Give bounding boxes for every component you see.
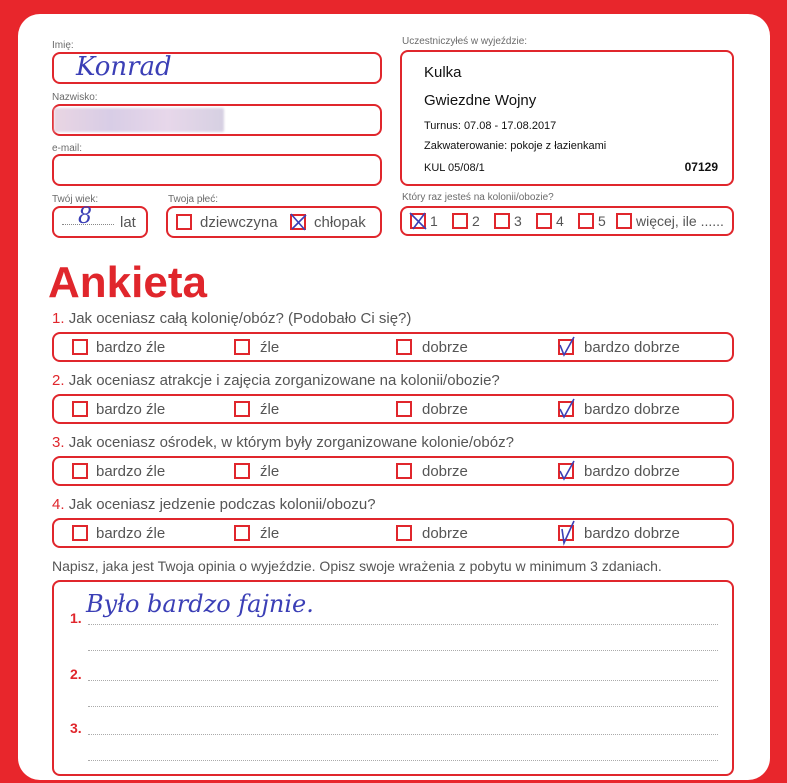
gender-option-boy: chłopak xyxy=(314,214,366,231)
gender-option-girl: dziewczyna xyxy=(200,214,278,231)
opinion-box[interactable] xyxy=(52,580,734,776)
q1-option-good: dobrze xyxy=(422,339,468,356)
question-4-options xyxy=(52,518,734,548)
trip-code: KUL 05/08/1 xyxy=(424,162,485,174)
q3-option-bad: źle xyxy=(260,463,280,480)
times-checkbox-2[interactable] xyxy=(452,213,468,229)
q3-checkbox-very-good[interactable] xyxy=(558,463,574,479)
times-checkbox-3[interactable] xyxy=(494,213,510,229)
q2-option-good: dobrze xyxy=(422,401,468,418)
trip-turnus: Turnus: 07.08 - 17.08.2017 xyxy=(424,120,557,132)
q1-checkbox-good[interactable] xyxy=(396,339,412,355)
trip-number: 07129 xyxy=(684,160,718,174)
trip-line1: Kulka xyxy=(424,64,462,81)
q4-checkbox-good[interactable] xyxy=(396,525,412,541)
age-field[interactable] xyxy=(52,206,148,238)
q4-option-very-bad: bardzo źle xyxy=(96,525,166,542)
q1-checkbox-bad[interactable] xyxy=(234,339,250,355)
times-group xyxy=(400,206,734,236)
times-option-4: 4 xyxy=(556,213,564,229)
q2-checkbox-very-good[interactable] xyxy=(558,401,574,417)
q4-option-good: dobrze xyxy=(422,525,468,542)
gender-label: Twoja płeć: xyxy=(168,194,219,205)
question-1 xyxy=(52,310,411,327)
q1-checkbox-very-bad[interactable] xyxy=(72,339,88,355)
q1-option-very-good: bardzo dobrze xyxy=(584,339,680,356)
q1-checkbox-very-good[interactable] xyxy=(558,339,574,355)
q2-option-bad: źle xyxy=(260,401,280,418)
redacted-surname xyxy=(54,108,224,132)
opinion-line-1 xyxy=(88,624,718,625)
age-value: 8 xyxy=(78,204,92,229)
question-text: Jak oceniasz atrakcje i zajęcia zorganizowane na kolonii/obozie? xyxy=(68,372,500,389)
q3-option-very-bad: bardzo źle xyxy=(96,463,166,480)
times-option-more: więcej, ile ...... xyxy=(636,213,724,229)
opinion-prompt: Napisz, jaka jest Twoja opinia o wyjeździe. Opisz swoje wrażenia z pobytu w minimum 3 zdaniach. xyxy=(52,558,662,574)
age-label: Twój wiek: xyxy=(52,194,99,205)
times-label: Który raz jesteś na kolonii/obozie? xyxy=(402,192,554,203)
gender-checkbox-boy[interactable] xyxy=(290,214,306,230)
q4-option-bad: źle xyxy=(260,525,280,542)
gender-group xyxy=(166,206,382,238)
q4-option-very-good: bardzo dobrze xyxy=(584,525,680,542)
question-number: 2. xyxy=(52,372,65,389)
trip-line2: Gwiezdne Wojny xyxy=(424,92,537,109)
trip-info-box xyxy=(400,50,734,186)
check-mark-icon xyxy=(558,521,578,543)
opinion-line-1b xyxy=(88,650,718,651)
check-mark-icon xyxy=(558,335,578,357)
q2-checkbox-good[interactable] xyxy=(396,401,412,417)
question-number: 3. xyxy=(52,434,65,451)
question-4 xyxy=(52,496,376,513)
opinion-line-number-3: 3. xyxy=(70,720,82,736)
times-option-3: 3 xyxy=(514,213,522,229)
q2-checkbox-bad[interactable] xyxy=(234,401,250,417)
question-2 xyxy=(52,372,500,389)
q3-checkbox-bad[interactable] xyxy=(234,463,250,479)
survey-title: Ankieta xyxy=(48,258,207,307)
question-text: Jak oceniasz ośrodek, w którym były zorganizowane kolonie/obóz? xyxy=(68,434,514,451)
times-checkbox-more[interactable] xyxy=(616,213,632,229)
times-checkbox-1[interactable] xyxy=(410,213,426,229)
name-value: Konrad xyxy=(76,52,172,82)
times-option-2: 2 xyxy=(472,213,480,229)
q3-option-good: dobrze xyxy=(422,463,468,480)
age-unit: lat xyxy=(120,214,136,231)
name-label: Imię: xyxy=(52,40,74,51)
opinion-line-text-1: Było bardzo fajnie. xyxy=(86,590,314,618)
opinion-line-number-1: 1. xyxy=(70,610,82,626)
x-mark-icon xyxy=(410,209,430,231)
times-checkbox-5[interactable] xyxy=(578,213,594,229)
q4-checkbox-bad[interactable] xyxy=(234,525,250,541)
question-number: 4. xyxy=(52,496,65,513)
email-label: e-mail: xyxy=(52,143,83,154)
q2-option-very-bad: bardzo źle xyxy=(96,401,166,418)
question-1-options xyxy=(52,332,734,362)
email-field[interactable] xyxy=(52,154,382,186)
q2-checkbox-very-bad[interactable] xyxy=(72,401,88,417)
question-text: Jak oceniasz jedzenie podczas kolonii/obozu? xyxy=(68,496,376,513)
times-option-1: 1 xyxy=(430,213,438,229)
question-3-options xyxy=(52,456,734,486)
surname-field[interactable] xyxy=(52,104,382,136)
opinion-line-3 xyxy=(88,734,718,735)
opinion-line-2b xyxy=(88,706,718,707)
opinion-line-number-2: 2. xyxy=(70,666,82,682)
question-number: 1. xyxy=(52,310,65,327)
name-field[interactable] xyxy=(52,52,382,84)
gender-checkbox-girl[interactable] xyxy=(176,214,192,230)
question-text: Jak oceniasz całą kolonię/obóz? (Podobało Ci się?) xyxy=(68,310,412,327)
participant-label: Uczestniczyłeś w wyjeździe: xyxy=(402,36,528,47)
q4-checkbox-very-good[interactable] xyxy=(558,525,574,541)
x-mark-icon xyxy=(290,210,310,232)
trip-accommodation: Zakwaterowanie: pokoje z łazienkami xyxy=(424,140,607,152)
surname-label: Nazwisko: xyxy=(52,92,98,103)
q3-checkbox-very-bad[interactable] xyxy=(72,463,88,479)
q3-option-very-good: bardzo dobrze xyxy=(584,463,680,480)
check-mark-icon xyxy=(558,459,578,481)
question-2-options xyxy=(52,394,734,424)
survey-sheet xyxy=(18,14,770,780)
opinion-line-3b xyxy=(88,760,718,761)
q2-option-very-good: bardzo dobrze xyxy=(584,401,680,418)
check-mark-icon xyxy=(558,397,578,419)
q3-checkbox-good[interactable] xyxy=(396,463,412,479)
opinion-line-2 xyxy=(88,680,718,681)
times-checkbox-4[interactable] xyxy=(536,213,552,229)
question-3 xyxy=(52,434,514,451)
times-option-5: 5 xyxy=(598,213,606,229)
q4-checkbox-very-bad[interactable] xyxy=(72,525,88,541)
q1-option-very-bad: bardzo źle xyxy=(96,339,166,356)
q1-option-bad: źle xyxy=(260,339,280,356)
